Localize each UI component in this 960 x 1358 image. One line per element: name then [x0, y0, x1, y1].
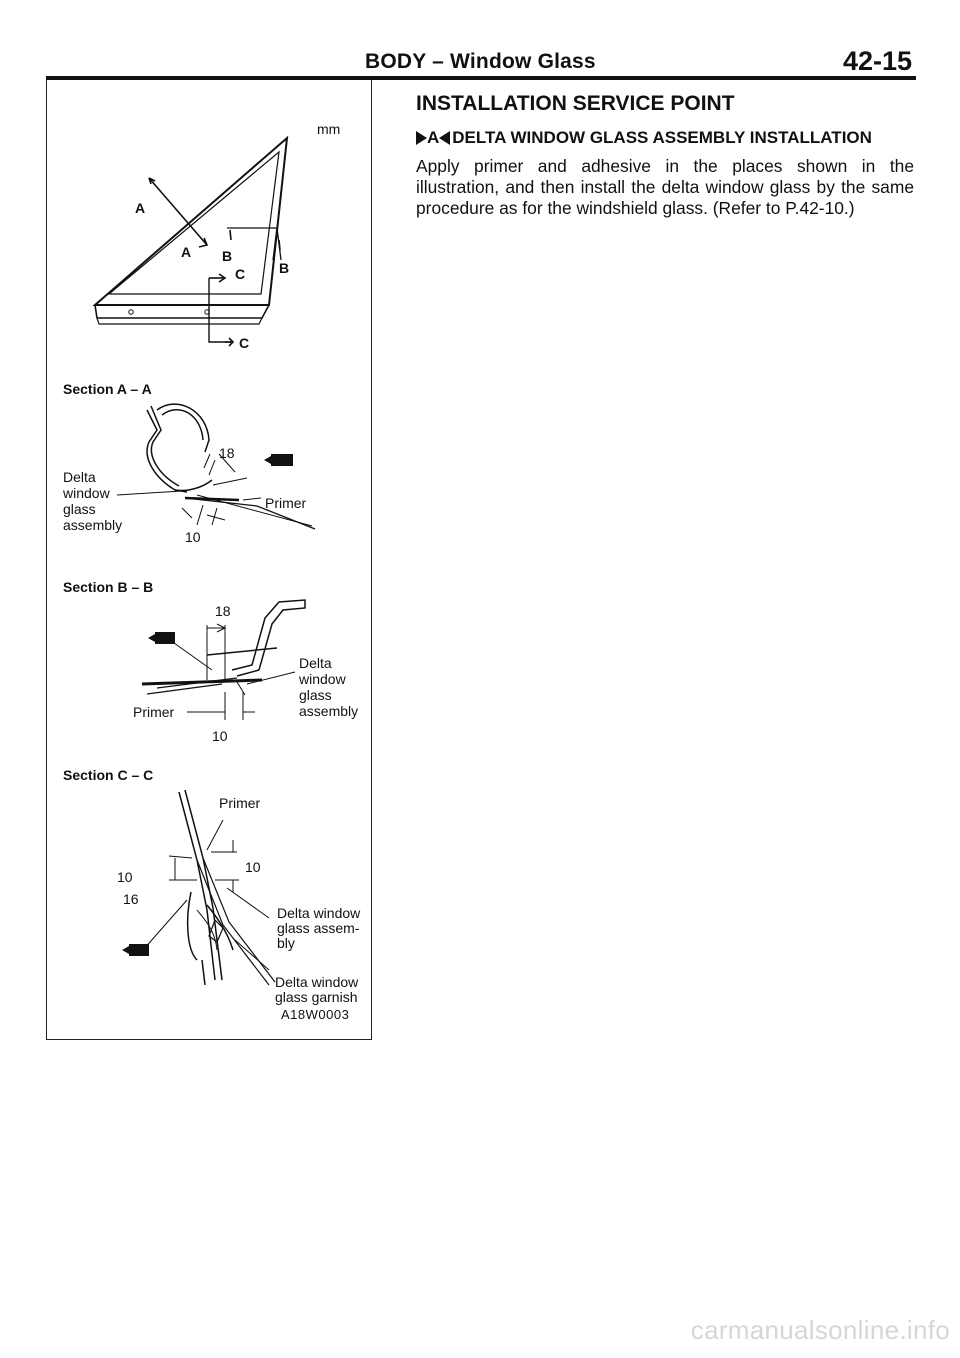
section-cc-assembly-line3: bly — [277, 935, 295, 951]
section-aa-title: Section A – A — [63, 381, 152, 397]
overview-label-b1: B — [222, 248, 233, 264]
section-bb-dim-18: 18 — [215, 603, 231, 619]
section-cc-primer: Primer — [219, 795, 261, 811]
procedure-title-row — [416, 128, 872, 148]
triangle-right-icon — [416, 131, 427, 145]
section-cc-garnish-line1: Delta window — [275, 974, 359, 990]
overview-label-b2: B — [279, 260, 290, 276]
footer-watermark: carmanualsonline.info — [690, 1315, 950, 1345]
overview-label-a2: A — [181, 244, 192, 260]
section-aa-part-line1: Delta — [63, 469, 96, 485]
section-bb-dim-10: 10 — [212, 728, 228, 744]
delta-window-illustration — [47, 80, 373, 1040]
section-cc-dim-10-left: 10 — [117, 869, 133, 885]
section-aa-part-line3: glass — [63, 501, 96, 517]
section-bb-part-line4: assembly — [299, 703, 359, 719]
page-number: 42-15 — [842, 46, 912, 76]
overview-label-a1: A — [135, 200, 146, 216]
figure-code: A18W0003 — [281, 1007, 350, 1022]
section-cc-dim-16: 16 — [123, 891, 139, 907]
procedure-title: DELTA WINDOW GLASS ASSEMBLY INSTALLATION — [452, 128, 872, 147]
overview-label-c1: C — [235, 266, 246, 282]
unit-label: mm — [317, 121, 341, 137]
body-text: Apply primer and adhesive in the places shown in the illustration, and then install the delta window glass by the same procedure as for the windshield glass. (Refer to P.42-10.) — [416, 156, 914, 218]
section-aa-part-line4: assembly — [63, 517, 123, 533]
section-cc-assembly-line1: Delta window — [277, 905, 361, 921]
procedure-marker — [416, 128, 450, 148]
section-bb-part-line3: glass — [299, 687, 332, 703]
section-bb-part-line1: Delta — [299, 655, 332, 671]
figure-box — [46, 80, 372, 1040]
section-cc-assembly-line2: glass assem- — [277, 920, 360, 936]
overview-label-c2: C — [239, 335, 250, 351]
adhesive-icon — [271, 454, 293, 466]
section-aa-dim-10: 10 — [185, 529, 201, 545]
section-bb-part-line2: window — [299, 671, 346, 687]
header-title: BODY – Window Glass — [365, 50, 596, 73]
adhesive-icon — [155, 632, 175, 644]
triangle-left-icon — [439, 131, 450, 145]
adhesive-icon — [129, 944, 149, 956]
procedure-marker-letter: A — [427, 128, 440, 147]
section-bb-primer: Primer — [133, 704, 175, 720]
section-cc-dim-10-right: 10 — [245, 859, 261, 875]
section-cc-title: Section C – C — [63, 767, 154, 783]
section-cc-garnish-line2: glass garnish — [275, 989, 358, 1005]
section-aa-part-line2: window — [63, 485, 110, 501]
section-aa-dim-18: 18 — [219, 445, 235, 461]
section-aa-primer: Primer — [265, 495, 307, 511]
section-bb-title: Section B – B — [63, 579, 154, 595]
section-heading: INSTALLATION SERVICE POINT — [416, 92, 735, 115]
